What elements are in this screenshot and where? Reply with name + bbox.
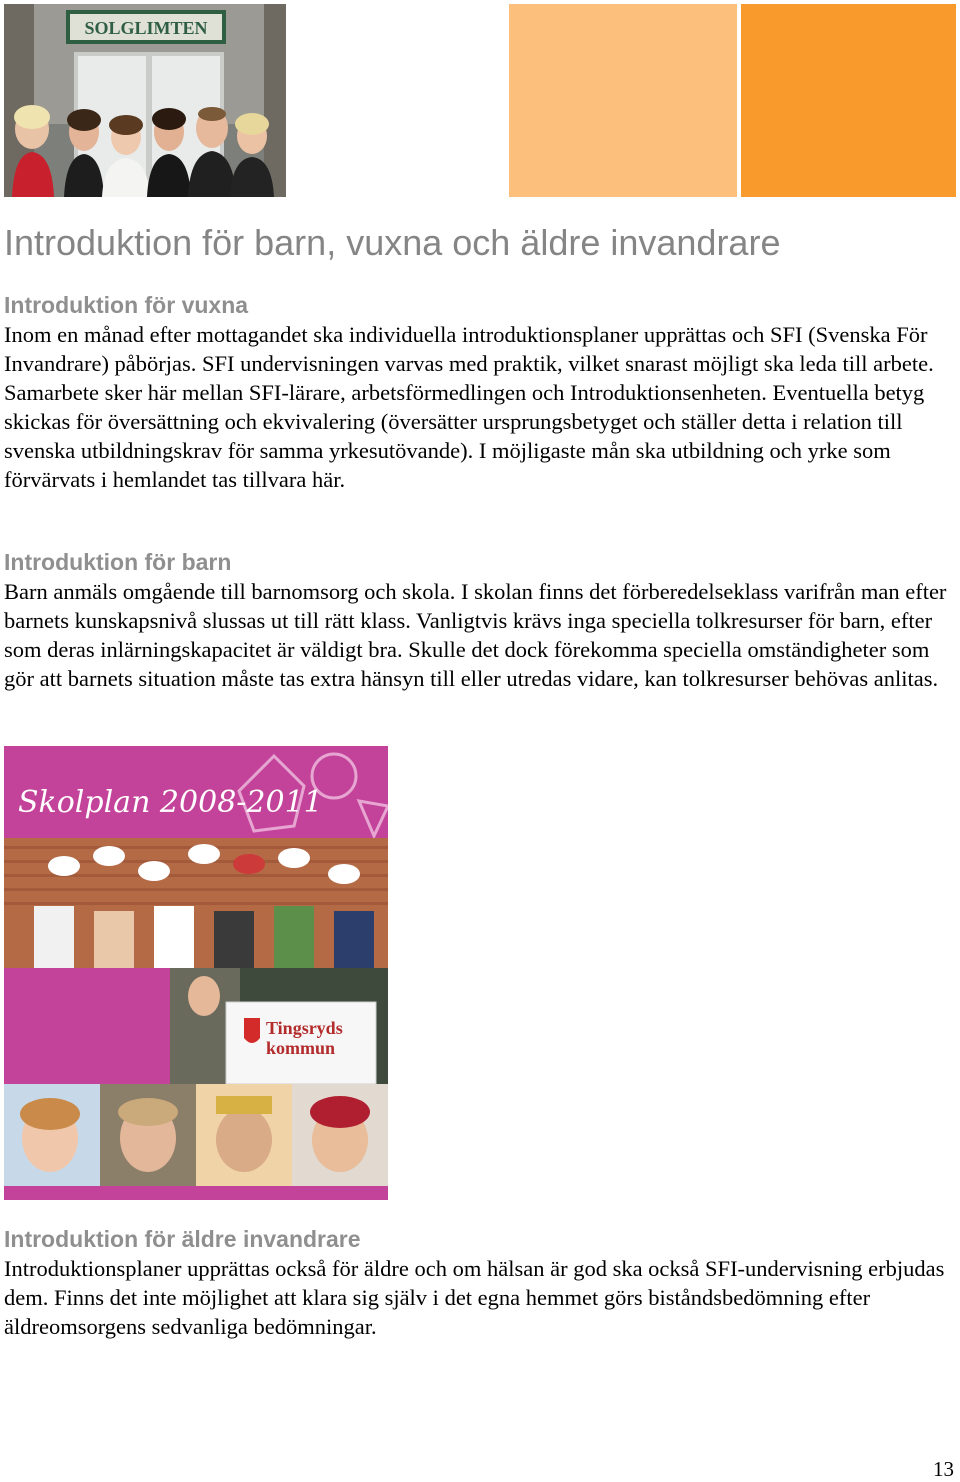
orange-color-block-light	[509, 4, 737, 197]
logo-text-line1: Tingsryds	[266, 1018, 343, 1038]
section-body-elderly: Introduktionsplaner upprättas också för äldre och om hälsan är god ska också SFI-undervisning erbjudas dem. Finns det inte möjlighet att klara sig själv i det egna hemmet görs biståndsbedömning efter äldreomsorgens sedvanliga bedömningar.	[4, 1256, 945, 1339]
section-heading-adults: Introduktion för vuxna	[4, 292, 249, 318]
section-body-adults: Inom en månad efter mottagandet ska individuella introduktionsplaner upprättas och SFI (Svenska För Invandrare) påbörjas. SFI undervisningen varvas med praktik, vilket snarast möjligt ska leda till arbete. Samarbete sker här mellan SFI-lärare, arbetsförmedlingen och Introduktionsenheten. Eventuella betyg skickas för översättning och ekvivalering (översätter ursprungsbetyget och ställer detta i relation till svenska utbildningskrav för samma yrkesutövande). I möjligaste mån ska utbildning och yrke som förvärvats i hemlandet tas tillvara här.	[4, 322, 934, 492]
staff-photo-illustration	[4, 4, 286, 197]
section-body-children: Barn anmäls omgående till barnomsorg och skola. I skolan finns det förberedelseklass varifrån man efter barnets kunskapsnivå slussas ut till rätt klass. Vanligtvis krävs inga speciella tolkresurser för barn, efter som deras inlärningskapacitet är väldigt bra. Skulle det dock förekomma speciella omständigheter som gör att barnets situation måste tas extra hänsyn till eller utredas vidare, kan tolkresurser behövas anlitas.	[4, 579, 947, 691]
staff-photo	[4, 4, 286, 197]
skolplan-illustration	[4, 746, 388, 1200]
skolplan-cover-image	[4, 746, 388, 1200]
header-banner	[4, 4, 956, 197]
skolplan-title: Skolplan 2008-2011	[18, 785, 323, 820]
page-number: 13	[933, 1457, 954, 1481]
sign-text: SOLGLIMTEN	[84, 18, 208, 38]
logo-text-line2: kommun	[266, 1038, 336, 1058]
orange-color-block-dark	[741, 4, 956, 197]
section-heading-elderly: Introduktion för äldre invandrare	[4, 1226, 361, 1252]
page-title: Introduktion för barn, vuxna och äldre invandrare	[4, 222, 781, 263]
section-heading-children: Introduktion för barn	[4, 549, 232, 575]
